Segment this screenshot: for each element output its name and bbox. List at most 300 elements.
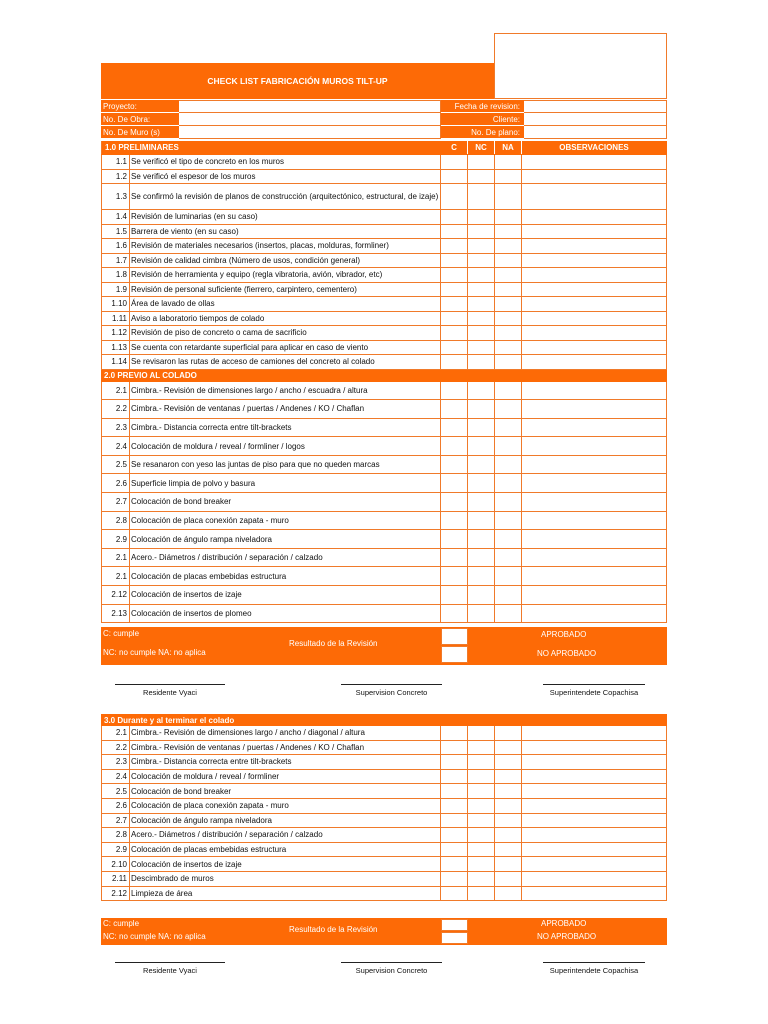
cliente-label: Cliente: [441,113,524,126]
observaciones-cell[interactable] [522,254,667,268]
observaciones-cell[interactable] [522,814,667,828]
check-c-cell[interactable] [441,828,468,842]
no-aprobado-label-2: NO APROBADO [537,932,597,941]
check-na-cell[interactable] [495,283,522,297]
item-description: Colocación de insertos de plomeo [130,605,441,623]
table-row [101,857,667,872]
signature-residente-label: Residente Vyaci [143,688,197,697]
check-nc-cell[interactable] [468,355,495,369]
check-na-cell[interactable] [495,400,522,418]
item-description: Se revisaron las rutas de acceso de camiones del concreto al colado [130,355,441,369]
item-number: 1.3 [101,184,130,209]
signature-supervision-label: Supervision Concreto [355,688,428,697]
check-c-cell[interactable] [441,605,468,623]
signature-superintendente-label-2: Superintendete Copachisa [549,966,639,975]
check-na-cell[interactable] [495,474,522,492]
check-nc-cell[interactable] [468,605,495,623]
check-na-cell[interactable] [495,268,522,282]
table-row [101,814,667,829]
item-number: 2.1 [101,549,130,567]
item-description: Barrera de viento (en su caso) [130,225,441,239]
col-obs-header: OBSERVACIONES [522,141,667,154]
item-description: Acero.- Diámetros / distribución / separación / calzado [130,549,441,567]
check-nc-cell[interactable] [468,239,495,253]
item-number: 2.2 [101,400,130,418]
check-na-cell[interactable] [495,239,522,253]
table-row [101,382,667,401]
item-description: Colocación de insertos de izaje [130,857,441,871]
item-number: 1.7 [101,254,130,268]
check-c-cell[interactable] [441,512,468,530]
check-na-cell[interactable] [495,326,522,340]
item-description: Colocación de bond breaker [130,784,441,798]
observaciones-cell[interactable] [522,225,667,239]
check-nc-cell[interactable] [468,741,495,755]
item-number: 2.1 [101,567,130,585]
table-row [101,586,667,605]
check-c-cell[interactable] [441,326,468,340]
check-na-cell[interactable] [495,872,522,886]
check-nc-cell[interactable] [468,254,495,268]
item-number: 2.11 [101,872,130,886]
table-row [101,419,667,438]
check-c-cell[interactable] [441,437,468,455]
signature-supervision-label-2: Supervision Concreto [355,966,428,975]
check-na-cell[interactable] [495,726,522,740]
check-na-cell[interactable] [495,297,522,311]
table-row [101,887,667,902]
table-row [101,605,667,624]
check-c-cell[interactable] [441,355,468,369]
check-nc-cell[interactable] [468,170,495,184]
aprobado-label: APROBADO [541,630,587,639]
item-number: 1.1 [101,155,130,169]
observaciones-cell[interactable] [522,326,667,340]
check-c-cell[interactable] [441,872,468,886]
table-row [101,567,667,586]
item-number: 1.10 [101,297,130,311]
table-header [101,141,667,155]
item-description: Revisión de herramienta y equipo (regla vibratoria, avión, vibrador, etc) [130,268,441,282]
check-na-cell[interactable] [495,887,522,901]
check-na-cell[interactable] [495,843,522,857]
table-row [101,828,667,843]
check-c-cell[interactable] [441,567,468,585]
check-c-cell[interactable] [441,170,468,184]
check-nc-cell[interactable] [468,770,495,784]
item-number: 2.12 [101,887,130,901]
check-nc-cell[interactable] [468,419,495,437]
c-legend-2: C: cumple [103,919,140,928]
check-na-cell[interactable] [495,225,522,239]
aprobado-checkbox[interactable] [441,628,468,645]
check-nc-cell[interactable] [468,400,495,418]
aprobado-checkbox-2[interactable] [441,919,468,931]
table-row [101,770,667,785]
no-aprobado-checkbox-2[interactable] [441,932,468,944]
check-c-cell[interactable] [441,784,468,798]
item-number: 2.6 [101,799,130,813]
check-na-cell[interactable] [495,828,522,842]
check-c-cell[interactable] [441,474,468,492]
check-na-cell[interactable] [495,341,522,355]
item-description: Colocación de placas embebidas estructura [130,567,441,585]
signature-superintendente [543,684,645,697]
item-description: Cimbra.- Revisión de ventanas / puertas / Andenes / KO / Chaflan [130,400,441,418]
item-number: 1.9 [101,283,130,297]
check-nc-cell[interactable] [468,814,495,828]
item-number: 1.13 [101,341,130,355]
section-title-1: 1.0 PRELIMINARES [101,141,441,154]
check-na-cell[interactable] [495,493,522,511]
check-nc-cell[interactable] [468,437,495,455]
check-nc-cell[interactable] [468,887,495,901]
check-na-cell[interactable] [495,857,522,871]
check-nc-cell[interactable] [468,755,495,769]
observaciones-cell[interactable] [522,741,667,755]
check-c-cell[interactable] [441,741,468,755]
check-c-cell[interactable] [441,382,468,400]
item-description: Revisión de luminarias (en su caso) [130,210,441,224]
table-row [101,755,667,770]
table-row [101,239,667,254]
result-label-2: Resultado de la Revisión [289,925,378,934]
table-row [101,741,667,756]
observaciones-cell[interactable] [522,155,667,169]
table-row [101,341,667,356]
check-nc-cell[interactable] [468,155,495,169]
observaciones-cell[interactable] [522,843,667,857]
item-description: Revisión de piso de concreto o cama de sacrificio [130,326,441,340]
col-na-header: NA [495,141,522,154]
item-number: 2.5 [101,784,130,798]
signature-supervision-2 [341,962,442,975]
item-description: Área de lavado de ollas [130,297,441,311]
observaciones-cell[interactable] [522,341,667,355]
check-na-cell[interactable] [495,210,522,224]
fecha-field[interactable] [524,100,667,113]
observaciones-cell[interactable] [522,872,667,886]
observaciones-cell[interactable] [522,382,667,400]
observaciones-cell[interactable] [522,456,667,474]
check-na-cell[interactable] [495,437,522,455]
table-row [101,493,667,512]
observaciones-cell[interactable] [522,474,667,492]
item-description: Colocación de ángulo rampa niveladora [130,530,441,548]
check-c-cell[interactable] [441,419,468,437]
observaciones-cell[interactable] [522,828,667,842]
observaciones-cell[interactable] [522,493,667,511]
check-c-cell[interactable] [441,341,468,355]
nc-legend-2: NC: no cumple NA: no aplica [103,932,206,941]
item-number: 2.7 [101,814,130,828]
col-c-header: C [441,141,468,154]
observaciones-cell[interactable] [522,400,667,418]
table-row [101,326,667,341]
item-number: 2.8 [101,512,130,530]
signature-superintendente-2 [543,962,645,975]
table-row [101,210,667,225]
check-na-cell[interactable] [495,419,522,437]
check-c-cell[interactable] [441,799,468,813]
observaciones-cell[interactable] [522,755,667,769]
observaciones-cell[interactable] [522,184,667,209]
check-na-cell[interactable] [495,755,522,769]
muro-label: No. De Muro (s) [101,126,179,139]
check-c-cell[interactable] [441,726,468,740]
check-na-cell[interactable] [495,741,522,755]
check-nc-cell[interactable] [468,586,495,604]
check-nc-cell[interactable] [468,184,495,209]
table-row [101,297,667,312]
check-na-cell[interactable] [495,456,522,474]
check-c-cell[interactable] [441,456,468,474]
item-number: 2.13 [101,605,130,623]
check-na-cell[interactable] [495,605,522,623]
table-row [101,530,667,549]
observaciones-cell[interactable] [522,419,667,437]
table-row [101,254,667,269]
observaciones-cell[interactable] [522,530,667,548]
item-description: Cimbra.- Revisión de dimensiones largo / ancho / escuadra / altura [130,382,441,400]
item-description: Colocación de placa conexión zapata - muro [130,512,441,530]
check-nc-cell[interactable] [468,828,495,842]
signature-supervision [341,684,442,697]
item-description: Colocación de moldura / reveal / formliner / logos [130,437,441,455]
check-na-cell[interactable] [495,170,522,184]
item-number: 2.2 [101,741,130,755]
observaciones-cell[interactable] [522,726,667,740]
table-row [101,456,667,475]
check-c-cell[interactable] [441,843,468,857]
item-number: 2.9 [101,530,130,548]
item-description: Se confirmó la revisión de planos de construcción (arquitectónico, estructural, de izaje) [130,184,441,209]
check-nc-cell[interactable] [468,530,495,548]
observaciones-cell[interactable] [522,586,667,604]
no-aprobado-label: NO APROBADO [537,649,597,658]
check-na-cell[interactable] [495,770,522,784]
item-description: Colocación de placas embebidas estructura [130,843,441,857]
check-nc-cell[interactable] [468,843,495,857]
signature-residente-label-2: Residente Vyaci [143,966,197,975]
item-number: 2.1 [101,726,130,740]
check-nc-cell[interactable] [468,283,495,297]
check-na-cell[interactable] [495,799,522,813]
item-description: Acero.- Diámetros / distribución / separación / calzado [130,828,441,842]
table-row [101,268,667,283]
obra-field[interactable] [179,113,441,126]
no-aprobado-checkbox[interactable] [441,646,468,663]
observaciones-cell[interactable] [522,170,667,184]
checklist-table-1 [101,141,667,623]
check-na-cell[interactable] [495,814,522,828]
plano-label: No. De plano: [441,126,524,139]
check-nc-cell[interactable] [468,268,495,282]
observaciones-cell[interactable] [522,857,667,871]
section-title-3: 3.0 Durante y al terminar el colado [101,714,667,726]
cliente-field[interactable] [524,113,667,126]
observaciones-cell[interactable] [522,567,667,585]
table-row [101,400,667,419]
item-number: 2.1 [101,382,130,400]
check-nc-cell[interactable] [468,872,495,886]
item-number: 2.3 [101,755,130,769]
check-c-cell[interactable] [441,530,468,548]
check-na-cell[interactable] [495,355,522,369]
check-nc-cell[interactable] [468,297,495,311]
observaciones-cell[interactable] [522,297,667,311]
table-row [101,799,667,814]
check-na-cell[interactable] [495,155,522,169]
check-nc-cell[interactable] [468,326,495,340]
check-c-cell[interactable] [441,549,468,567]
logo-box [494,33,667,99]
check-c-cell[interactable] [441,887,468,901]
check-na-cell[interactable] [495,567,522,585]
check-na-cell[interactable] [495,549,522,567]
check-c-cell[interactable] [441,770,468,784]
check-c-cell[interactable] [441,283,468,297]
form-title: CHECK LIST FABRICACIÓN MUROS TILT-UP [101,63,494,99]
check-c-cell[interactable] [441,814,468,828]
check-c-cell[interactable] [441,254,468,268]
check-nc-cell[interactable] [468,474,495,492]
item-description: Se verificó el tipo de concreto en los muros [130,155,441,169]
check-c-cell[interactable] [441,297,468,311]
observaciones-cell[interactable] [522,437,667,455]
item-description: Se resanaron con yeso las juntas de piso para que no queden marcas [130,456,441,474]
check-c-cell[interactable] [441,755,468,769]
item-description: Revisión de calidad cimbra (Número de usos, condición general) [130,254,441,268]
table-row [101,726,667,741]
check-nc-cell[interactable] [468,312,495,326]
proyecto-field[interactable] [179,100,441,113]
check-c-cell[interactable] [441,312,468,326]
item-description: Revisión de materiales necesarios (insertos, placas, molduras, formliner) [130,239,441,253]
check-c-cell[interactable] [441,493,468,511]
observaciones-cell[interactable] [522,549,667,567]
signature-superintendente-label: Superintendete Copachisa [549,688,639,697]
check-nc-cell[interactable] [468,857,495,871]
item-number: 1.14 [101,355,130,369]
check-na-cell[interactable] [495,382,522,400]
check-na-cell[interactable] [495,586,522,604]
aprobado-label-2: APROBADO [541,919,587,928]
fecha-label: Fecha de revision: [441,100,524,113]
check-nc-cell[interactable] [468,493,495,511]
check-c-cell[interactable] [441,184,468,209]
item-description: Revisión de personal suficiente (fierrero, carpintero, cementero) [130,283,441,297]
check-c-cell[interactable] [441,857,468,871]
item-number: 2.10 [101,857,130,871]
item-number: 1.4 [101,210,130,224]
signature-residente-2 [115,962,225,975]
obra-label: No. De Obra: [101,113,179,126]
plano-field[interactable] [524,126,667,139]
observaciones-cell[interactable] [522,355,667,369]
check-nc-cell[interactable] [468,382,495,400]
check-c-cell[interactable] [441,225,468,239]
item-number: 1.12 [101,326,130,340]
observaciones-cell[interactable] [522,283,667,297]
check-nc-cell[interactable] [468,512,495,530]
check-nc-cell[interactable] [468,567,495,585]
item-description: Cimbra.- Revisión de ventanas / puertas / Andenes / KO / Chaflan [130,741,441,755]
item-description: Colocación de moldura / reveal / formliner [130,770,441,784]
check-nc-cell[interactable] [468,799,495,813]
table-row [101,283,667,298]
table-row [101,474,667,493]
item-number: 2.8 [101,828,130,842]
nc-legend: NC: no cumple NA: no aplica [103,648,206,657]
observaciones-cell[interactable] [522,605,667,623]
check-nc-cell[interactable] [468,549,495,567]
check-na-cell[interactable] [495,312,522,326]
table-row [101,872,667,887]
item-number: 2.12 [101,586,130,604]
observaciones-cell[interactable] [522,887,667,901]
observaciones-cell[interactable] [522,239,667,253]
check-na-cell[interactable] [495,530,522,548]
item-number: 1.6 [101,239,130,253]
table-row [101,355,667,370]
check-na-cell[interactable] [495,784,522,798]
check-c-cell[interactable] [441,210,468,224]
item-description: Cimbra.- Distancia correcta entre tilt-brackets [130,755,441,769]
item-number: 1.2 [101,170,130,184]
check-nc-cell[interactable] [468,456,495,474]
item-number: 1.11 [101,312,130,326]
signature-residente [115,684,225,697]
item-description: Se cuenta con retardante superficial para aplicar en caso de viento [130,341,441,355]
check-na-cell[interactable] [495,184,522,209]
check-c-cell[interactable] [441,239,468,253]
observaciones-cell[interactable] [522,312,667,326]
check-c-cell[interactable] [441,586,468,604]
table-row [101,437,667,456]
check-c-cell[interactable] [441,268,468,282]
observaciones-cell[interactable] [522,784,667,798]
item-description: Descimbrado de muros [130,872,441,886]
table-row [101,184,667,210]
result-bar-1 [101,627,667,665]
table-row [101,549,667,568]
section-title-2: 2.0 PREVIO AL COLADO [101,370,667,382]
observaciones-cell[interactable] [522,770,667,784]
observaciones-cell[interactable] [522,210,667,224]
item-description: Aviso a laboratorio tiempos de colado [130,312,441,326]
check-nc-cell[interactable] [468,784,495,798]
check-na-cell[interactable] [495,512,522,530]
item-description: Cimbra.- Revisión de dimensiones largo / ancho / diagonal / altura [130,726,441,740]
check-nc-cell[interactable] [468,341,495,355]
check-c-cell[interactable] [441,400,468,418]
check-na-cell[interactable] [495,254,522,268]
check-nc-cell[interactable] [468,210,495,224]
check-nc-cell[interactable] [468,726,495,740]
proyecto-label: Proyecto: [101,100,179,113]
observaciones-cell[interactable] [522,799,667,813]
check-nc-cell[interactable] [468,225,495,239]
check-c-cell[interactable] [441,155,468,169]
observaciones-cell[interactable] [522,512,667,530]
muro-field[interactable] [179,126,441,139]
table-row [101,225,667,240]
observaciones-cell[interactable] [522,268,667,282]
table-row [101,170,667,185]
item-number: 1.8 [101,268,130,282]
item-description: Superficie limpia de polvo y basura [130,474,441,492]
